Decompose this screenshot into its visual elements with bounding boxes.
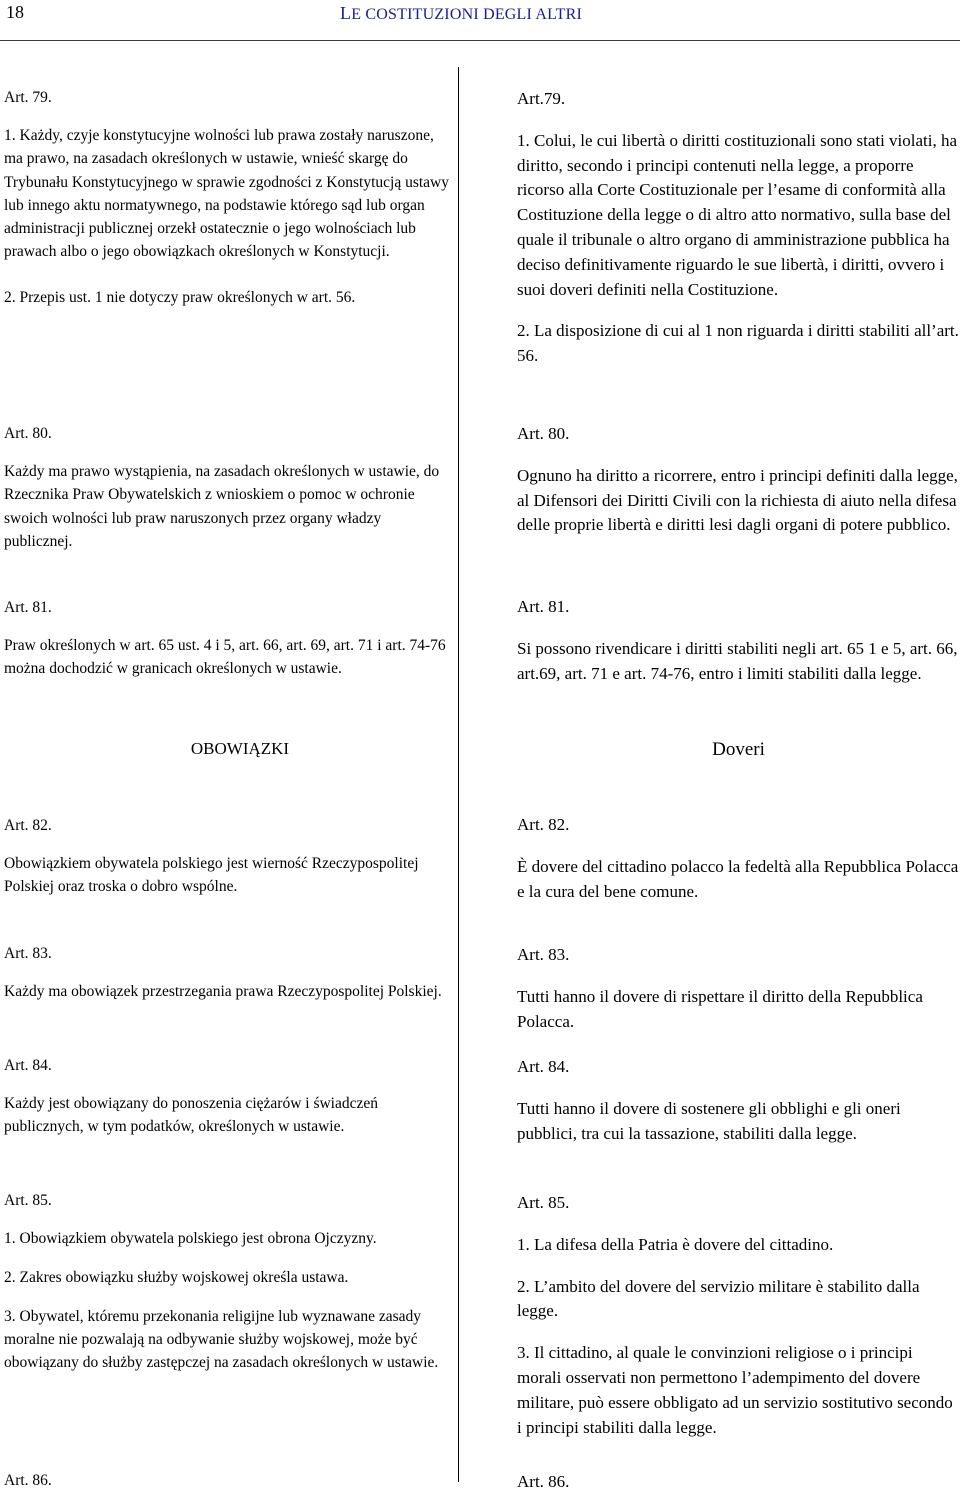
article-paragraph: Każdy ma obowiązek przestrzegania prawa Rzeczypospolitej Polskiej. <box>4 983 442 1001</box>
article-heading: Art. 81. <box>4 598 52 616</box>
article-heading: Art. 86. <box>4 1471 52 1489</box>
article-paragraph: Każdy jest obowiązany do ponoszenia ciężarów i świadczeń publicznych, w tym podatków, określonych w ustawie. <box>4 1095 379 1136</box>
it-art85 <box>517 1174 960 1457</box>
article-heading: Art. 80. <box>4 424 52 442</box>
it-art80 <box>517 405 960 555</box>
pl-art83 <box>4 926 452 1019</box>
article-paragraph: 1. La difesa della Patria è dovere del cittadino. <box>517 1234 834 1254</box>
column-divider <box>458 67 459 1482</box>
article-heading: Art. 81. <box>517 597 570 616</box>
it-art84 <box>517 1038 960 1163</box>
article-paragraph: 3. Obywatel, któremu przekonania religijne lub wyznawane zasady moralne nie pozwalają na odbywanie służby wojskowej, może być obowiązany do służby zastępczej na zasadach określonych w ustawie. <box>4 1307 439 1372</box>
pl-art84 <box>4 1038 452 1154</box>
running-title: LE COSTITUZIONI DEGLI ALTRI <box>340 3 583 23</box>
article-heading: Art. 79. <box>4 88 52 106</box>
pl-section-title-block <box>4 737 452 760</box>
article-paragraph: 2. La disposizione di cui al 1 non riguarda i diritti stabiliti all’art. 56. <box>517 321 959 366</box>
article-paragraph: 2. L’ambito del dovere del servizio militare è stabilito dalla legge. <box>517 1276 920 1321</box>
pl-art85 <box>4 1173 452 1390</box>
pl-art82 <box>4 798 452 914</box>
article-paragraph: Ognuno ha diritto a ricorrere, entro i principi definiti dalla legge, al Difensori dei Diritti Civili con la richiesta di aiuto nella difesa delle proprie libertà e diritti lesi dagli organi di potere pubblico. <box>517 465 958 535</box>
article-paragraph: Praw określonych w art. 65 ust. 4 i 5, art. 66, art. 69, art. 71 i art. 74-76 można dochodzić w granicach określonych w ustawie. <box>4 637 446 678</box>
article-paragraph: Tutti hanno il dovere di rispettare il diritto della Repubblica Polacca. <box>517 986 923 1031</box>
article-paragraph: 1. Colui, le cui libertà o diritti costituzionali sono stati violati, ha diritto, secondo i principi contenuti nella legge, a proporre ricorso alla Corte Costituzionale per l’esame di conformità alla Costituzione della legge o di altro atto normativo, sulla base del quale il tribunale o altro organo di amministrazione pubblica ha deciso definitivamente riguardo le sue libertà, i diritti, ovvero i suoi doveri definiti nella Costituzione. <box>517 130 958 299</box>
it-art86 <box>517 1453 960 1512</box>
article-paragraph: 1. Obowiązkiem obywatela polskiego jest obrona Ojczyzny. <box>4 1230 377 1248</box>
section-title: Doveri <box>712 739 765 760</box>
article-paragraph: Obowiązkiem obywatela polskiego jest wierność Rzeczypospolitej Polskiej oraz troska o dobro wspólne. <box>4 855 419 896</box>
article-heading: Art. 84. <box>517 1057 570 1076</box>
it-section-title-block <box>517 738 960 763</box>
section-title: OBOWIĄZKI <box>190 739 290 758</box>
pl-art86 <box>4 1453 452 1507</box>
article-paragraph: Każdy ma prawo wystąpienia, na zasadach określonych w ustawie, do Rzecznika Praw Obywatelskich z wnioskiem o pomoc w ochronie swoich wolności lub praw naruszonych przez organy władzy publicznej. <box>4 463 440 550</box>
it-art79 <box>517 70 960 386</box>
article-paragraph: È dovere del cittadino polacco la fedeltà alla Repubblica Polacca e la cura del bene comune. <box>517 856 959 901</box>
article-heading: Art.79. <box>517 89 566 108</box>
pl-art79 <box>4 70 452 325</box>
article-paragraph: 1. Każdy, czyje konstytucyjne wolności lub prawa zostały naruszone, ma prawo, na zasadach określonych w ustawie, wnieść skargę do Trybunału Konstytucyjnego w sprawie zgodności z Konstytucją ustawy lub innego aktu normatywnego, na podstawie którego sąd lub organ administracji publicznej orzekł ostatecznie o jego wolnościach lub prawach albo o jego obowiązkach określonych w Konstytucji. <box>4 127 449 261</box>
header-rule <box>0 40 960 41</box>
article-heading: Art. 82. <box>517 815 570 834</box>
article-heading: Art. 84. <box>4 1056 52 1074</box>
it-art82 <box>517 796 960 921</box>
article-heading: Art. 83. <box>517 945 570 964</box>
article-paragraph: 2. Przepis ust. 1 nie dotyczy praw określonych w art. 56. <box>4 289 356 307</box>
page-number: 18 <box>6 2 24 22</box>
article-heading: Art. 83. <box>4 944 52 962</box>
article-paragraph: 3. Il cittadino, al quale le convinzioni religiose o i principi morali osservati non permettono l’adempimento del dovere militare, può essere obbligato ad un servizio sostitutivo secondo i principi stabiliti dalla legge. <box>517 1343 953 1437</box>
it-art83 <box>517 926 960 1051</box>
article-paragraph: Tutti hanno il dovere di sostenere gli obblighi e gli oneri pubblici, tra cui la tassazione, stabiliti dalla legge. <box>517 1098 901 1143</box>
article-heading: Art. 82. <box>4 816 52 834</box>
article-heading: Art. 85. <box>4 1191 52 1209</box>
article-heading: Art. 85. <box>517 1193 570 1212</box>
article-heading: Art. 86. <box>517 1472 570 1491</box>
article-heading: Art. 80. <box>517 424 570 443</box>
pl-art80 <box>4 406 452 569</box>
page-header <box>0 0 960 40</box>
pl-art81 <box>4 580 452 696</box>
article-paragraph: 2. Zakres obowiązku służby wojskowej określa ustawa. <box>4 1268 349 1286</box>
it-art81 <box>517 578 960 703</box>
article-paragraph: Si possono rivendicare i diritti stabiliti negli art. 65 1 e 5, art. 66, art.69, art. 71 e art. 74-76, entro i limiti stabiliti dalla legge. <box>517 638 958 683</box>
